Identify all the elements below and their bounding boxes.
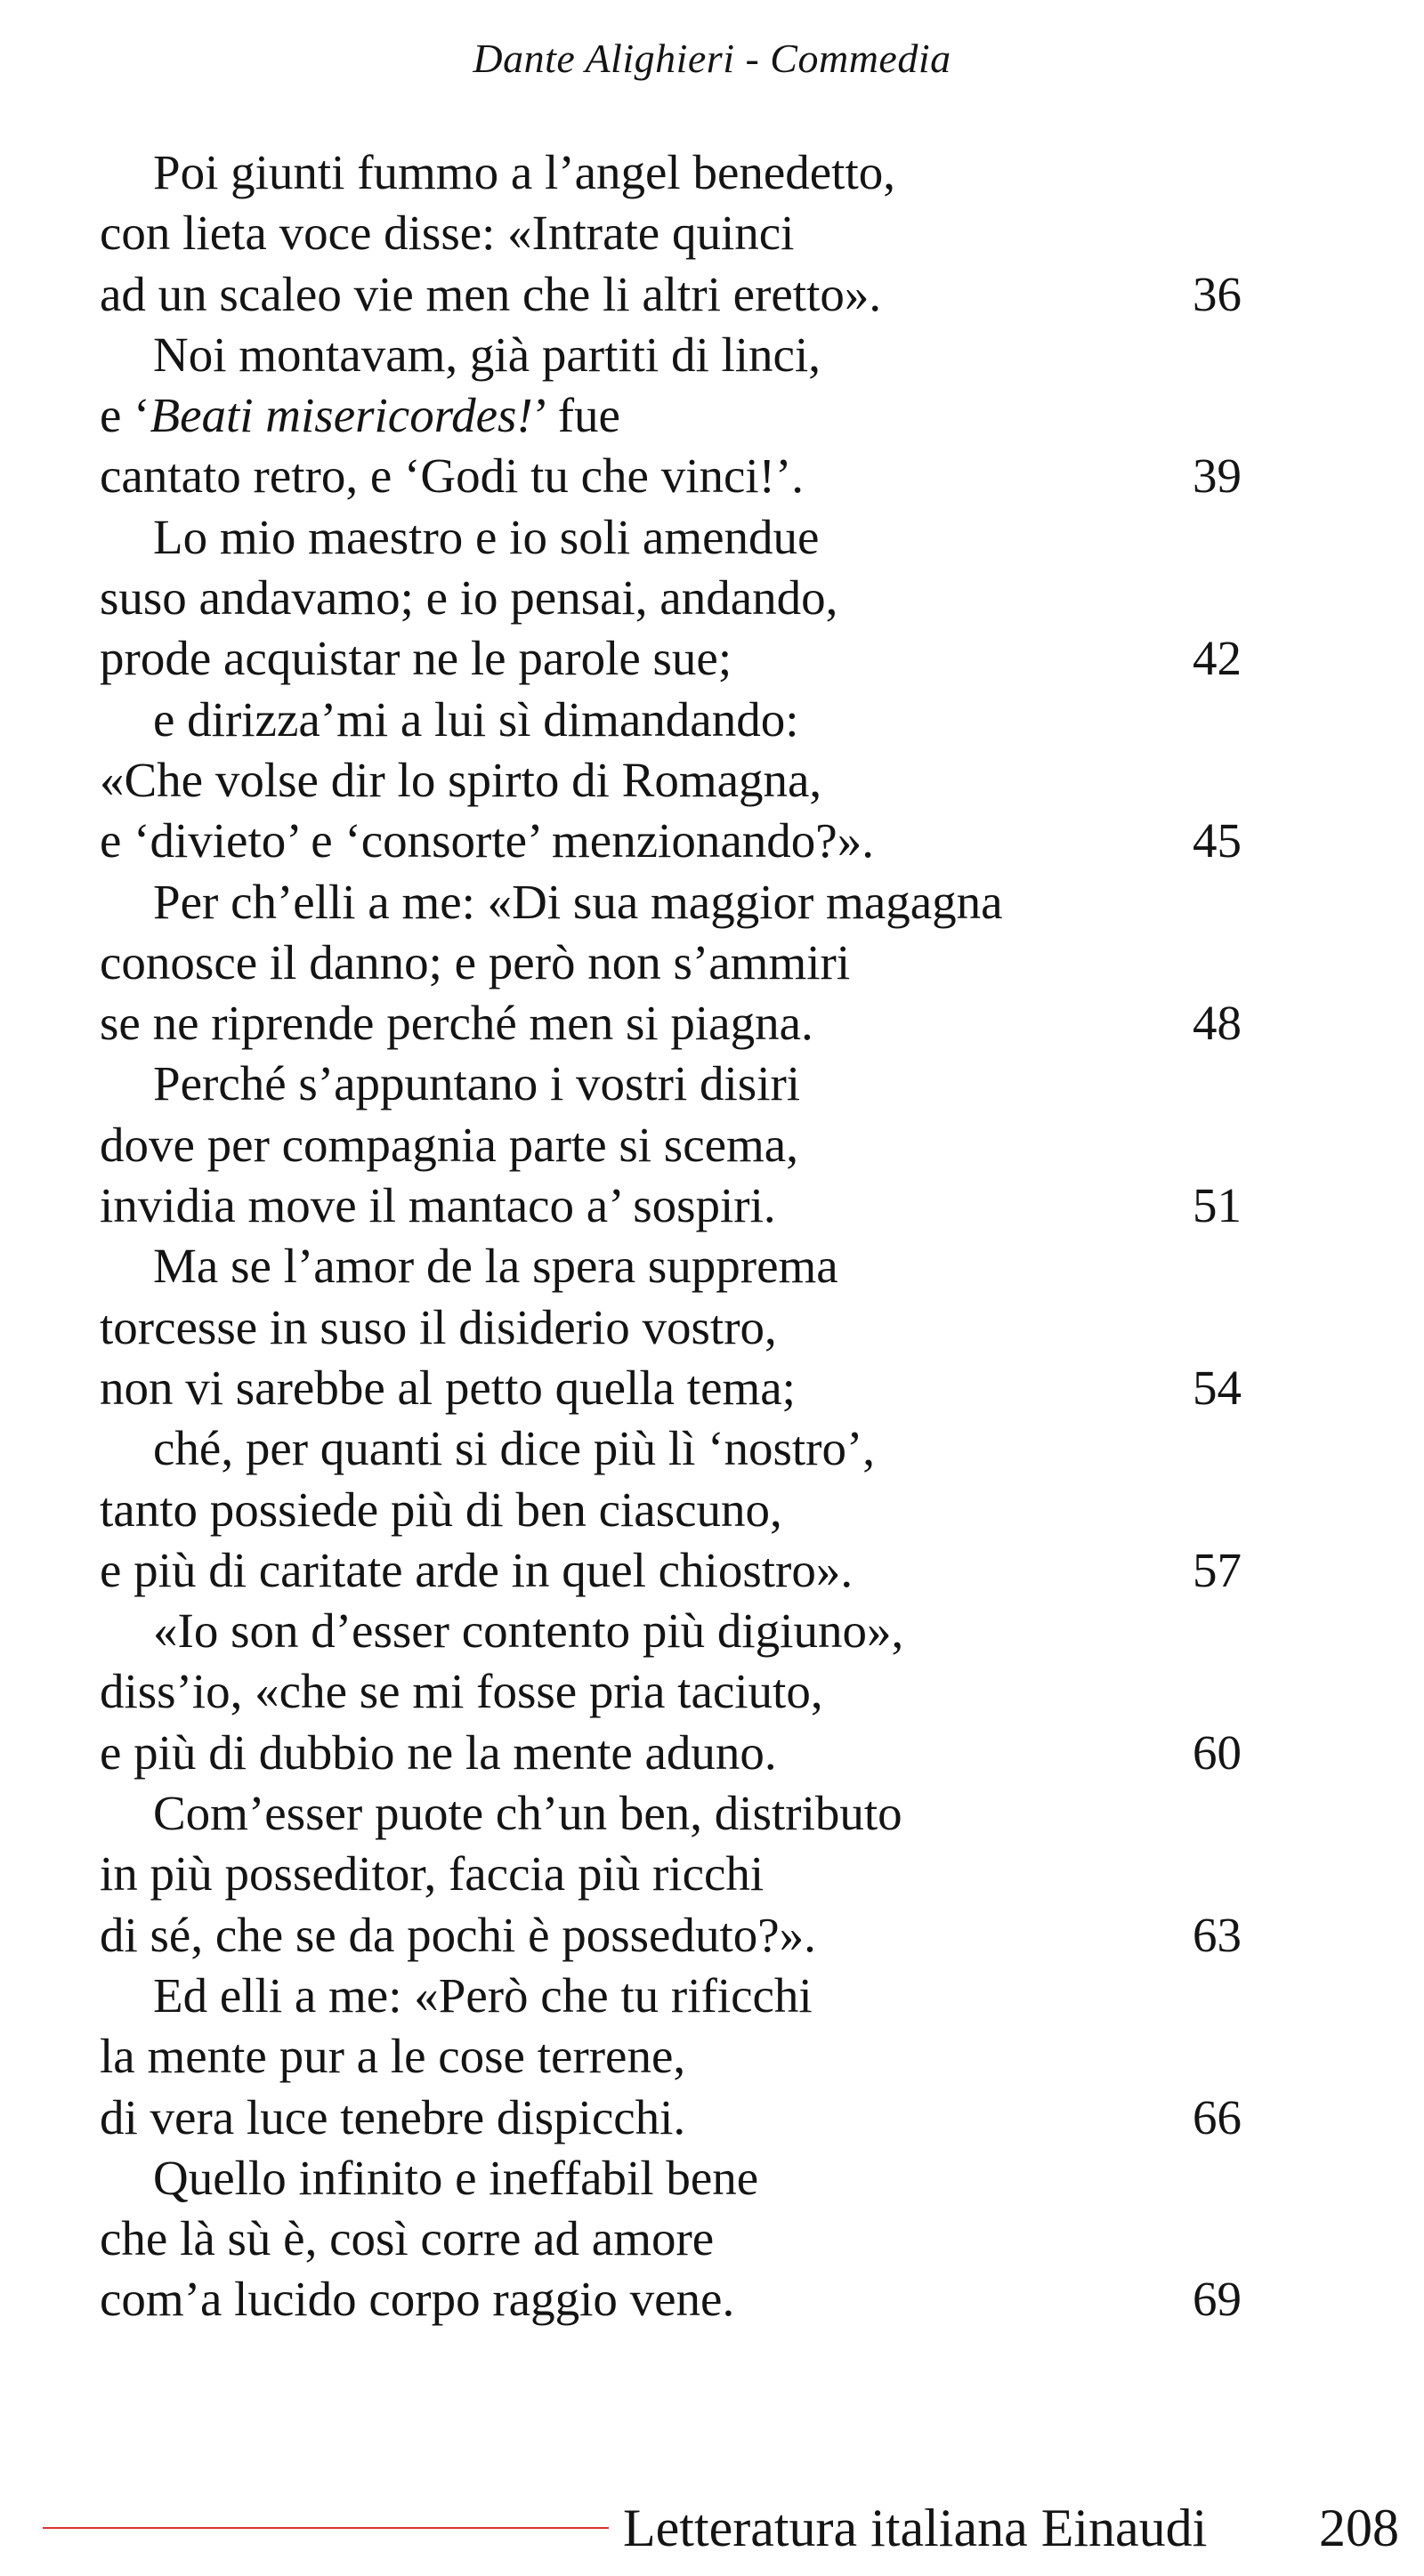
- verse-line: in più posseditor, faccia più ricchi: [100, 1846, 765, 1902]
- verse-line: e ‘divieto’ e ‘consorte’ menzionando?». 45: [100, 811, 1257, 871]
- verse-line: «Che volse dir lo spirto di Romagna,: [100, 752, 822, 807]
- line-number: 66: [1193, 2089, 1242, 2144]
- line-number: 51: [1193, 1178, 1242, 1233]
- verse-line: com’a lucido corpo raggio vene. 69: [100, 2269, 1257, 2330]
- verse-line: «Io son d’esser contento più digiuno»,: [153, 1603, 904, 1659]
- running-title: Dante Alighieri - Commedia: [473, 36, 951, 81]
- tercet: [100, 1054, 1257, 1236]
- tercet: [100, 872, 1257, 1054]
- line-number: 39: [1193, 448, 1242, 504]
- tercet: [100, 690, 1257, 872]
- line-number: 45: [1193, 813, 1242, 868]
- verse-line: tanto possiede più di ben ciascuno,: [100, 1482, 782, 1537]
- page-number: 208: [1319, 2499, 1399, 2557]
- verse-line: con lieta voce disse: «Intrate quinci: [100, 206, 795, 261]
- verse-line: conosce il danno; e però non s’ammiri: [100, 934, 851, 989]
- verse-line: di vera luce tenebre dispicchi. 66: [100, 2087, 1257, 2148]
- line-number: 63: [1193, 1907, 1242, 1962]
- verse-line: ché, per quanti si dice più lì ‘nostro’,: [153, 1421, 876, 1476]
- verse-line: e più di dubbio ne la mente aduno. 60: [100, 1723, 1257, 1783]
- line-number: 69: [1193, 2272, 1242, 2327]
- line-number: 42: [1193, 631, 1242, 686]
- latin-quotation: Beati misericordes!: [150, 388, 533, 443]
- tercet: [100, 1418, 1257, 1601]
- verse-line: diss’io, «che se mi fosse pria taciuto,: [100, 1664, 823, 1719]
- verse-line: la mente pur a le cose terrene,: [100, 2029, 686, 2084]
- poem-text: [100, 142, 1257, 2330]
- verse-line: Ma se l’amor de la spera supprema: [153, 1239, 838, 1294]
- verse-line: se ne riprende perché men si piagna. 48: [100, 993, 1257, 1054]
- line-number: 36: [1193, 266, 1242, 321]
- tercet: [100, 1601, 1257, 1783]
- verse-line: Lo mio maestro e io soli amendue: [153, 509, 820, 564]
- verse-line: Perché s’appuntano i vostri disiri: [153, 1056, 801, 1111]
- tercet: [100, 1966, 1257, 2148]
- verse-line: Com’esser puote ch’un ben, distributo: [153, 1786, 902, 1841]
- verse-line: e ‘Beati misericordes!’ fue: [100, 388, 620, 443]
- verse-line: e più di caritate arde in quel chiostro». 57: [100, 1540, 1257, 1601]
- tercet: [100, 2148, 1257, 2330]
- tercet: [100, 1236, 1257, 1418]
- tercet: [100, 1783, 1257, 1966]
- tercet: [100, 325, 1257, 507]
- line-number: 60: [1193, 1724, 1242, 1780]
- verse-line: e dirizza’mi a lui sì dimandando:: [153, 691, 799, 747]
- verse-line: invidia move il mantaco a’ sospiri. 51: [100, 1175, 1257, 1236]
- verse-line: Noi montavam, già partiti di linci,: [153, 327, 821, 382]
- line-number: 54: [1193, 1360, 1242, 1415]
- verse-line: Poi giunti fummo a l’angel benedetto,: [153, 145, 895, 199]
- verse-line: che là sù è, così corre ad amore: [100, 2211, 715, 2266]
- tercet: [100, 507, 1257, 690]
- line-number: 57: [1193, 1542, 1242, 1597]
- line-number: 48: [1193, 996, 1242, 1051]
- verse-line: cantato retro, e ‘Godi tu che vinci!’. 39: [100, 446, 1257, 506]
- verse-line: Ed elli a me: «Però che tu rificchi: [153, 1967, 813, 2023]
- verse-line: torcesse in suso il disiderio vostro,: [100, 1299, 777, 1354]
- verse-line: dove per compagnia parte si scema,: [100, 1117, 798, 1172]
- verse-line: prode acquistar ne le parole sue; 42: [100, 628, 1257, 689]
- verse-line: suso andavamo; e io pensai, andando,: [100, 570, 838, 626]
- tercet: [100, 142, 1257, 325]
- verse-line: Per ch’elli a me: «Di sua maggior magagna: [153, 874, 1003, 929]
- footer-rule: [43, 2527, 609, 2529]
- verse-line: non vi sarebbe al petto quella tema; 54: [100, 1358, 1257, 1418]
- publisher-label: Letteratura italiana Einaudi: [623, 2499, 1208, 2557]
- verse-line: Quello infinito e ineffabil bene: [153, 2150, 759, 2205]
- verse-line: di sé, che se da pochi è posseduto?». 63: [100, 1905, 1257, 1966]
- verse-line: ad un scaleo vie men che li altri eretto». 36: [100, 264, 1257, 325]
